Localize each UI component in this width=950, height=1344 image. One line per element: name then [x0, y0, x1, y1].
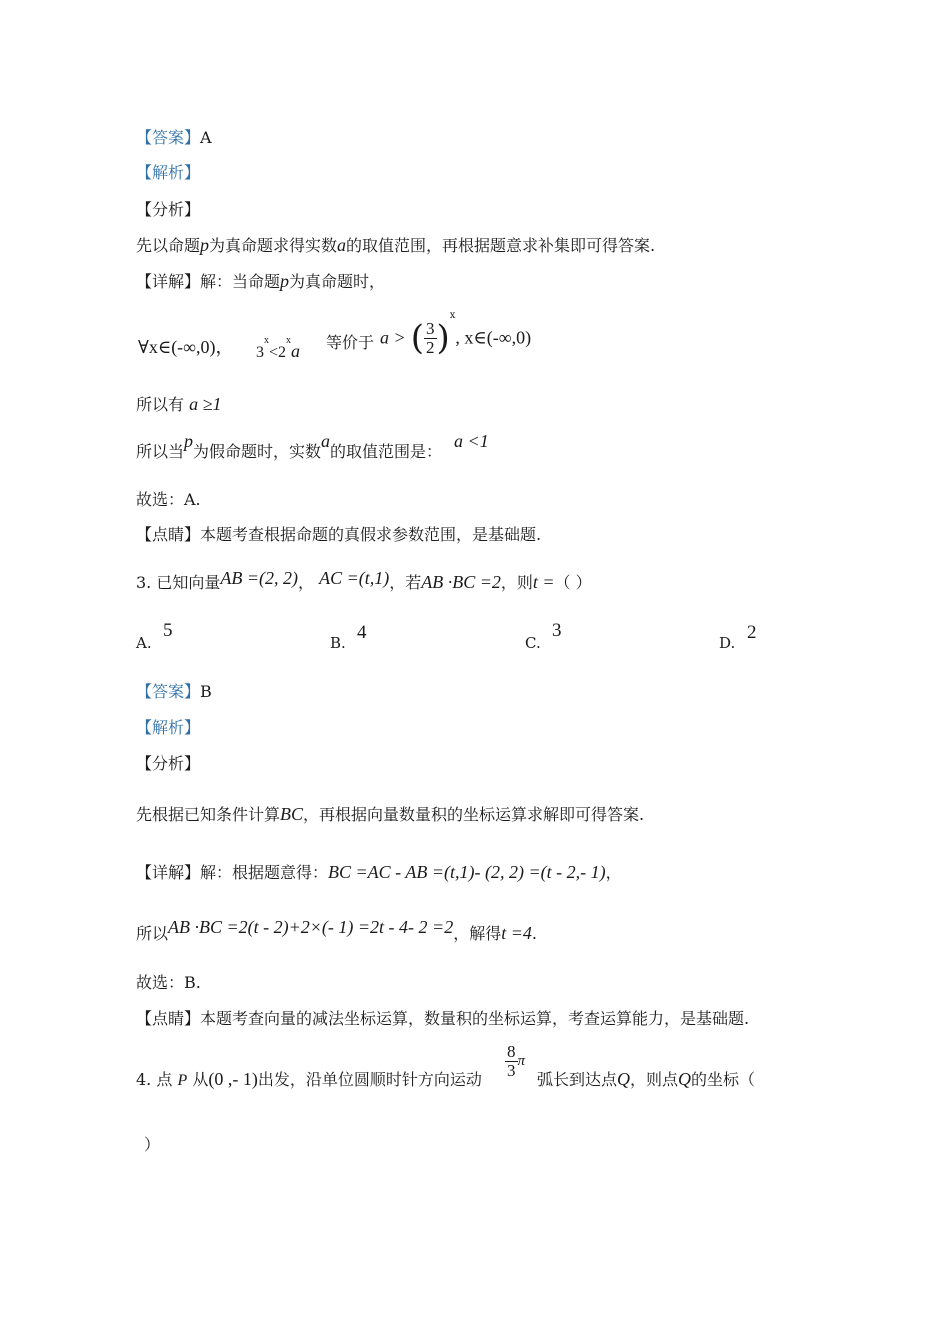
detail-tag: 【详解】	[136, 272, 201, 291]
answer-value: A	[200, 128, 212, 147]
option-b-value[interactable]: 4	[357, 622, 367, 643]
option-c-label[interactable]: C.	[525, 634, 541, 652]
fenxi-tag: 【分析】	[136, 200, 201, 219]
option-d-value[interactable]: 2	[747, 622, 757, 643]
q4-stem-rest: 弧长到达点Q，则点Q的坐标（	[537, 1069, 756, 1089]
remark-line-q2: 【点睛】本题考查根据命题的真假求参数范围，是基础题.	[136, 525, 542, 544]
so-line-2: 所以当p为假命题时，实数a的取值范围是：a <1	[136, 431, 489, 461]
fenxi-text: 先以命题p为真命题求得实数a的取值范围，再根据题意求补集即可得答案.	[136, 235, 656, 255]
equiv-text: 等价于	[326, 333, 375, 352]
option-d-label[interactable]: D.	[719, 634, 736, 652]
forall-expression: ∀x∈(-∞,0)，	[138, 337, 234, 357]
option-a-value[interactable]: 5	[163, 620, 173, 641]
q4-close-paren: ）	[144, 1135, 161, 1154]
fraction-expression: a > ( $\frac{3}{2}$ )$^x$, x∈(-∞,0)	[380, 310, 532, 358]
so-line-1: 所以有 a ≥1	[136, 394, 222, 414]
q3-detail-line: 【详解】解：根据题意得：BC =AC - AB =(t,1)- (2, 2) =(t - 2,- 1)，	[136, 862, 622, 882]
analysis-tag: 【解析】	[136, 163, 201, 182]
inequality: $3^x<2^xa$	[256, 334, 301, 361]
q3-choose-line: 故选：B.	[136, 973, 201, 992]
option-b-label[interactable]: B.	[330, 634, 346, 652]
q3-so-line: 所以AB ·BC =2(t - 2)+2×(- 1) =2t - 4- 2 =2，解得t =4.	[136, 917, 537, 943]
q3-remark-line: 【点睛】本题考查向量的减法坐标运算，数量积的坐标运算，考查运算能力，是基础题.	[136, 1009, 750, 1028]
option-a-label[interactable]: A.	[136, 634, 152, 652]
fraction-3-2: $\frac{3}{2}$	[426, 318, 435, 357]
q3-stem: 3. 已知向量AB =(2, 2)， AC =(t,1)，若AB ·BC =2，则t =（ ）	[136, 568, 592, 592]
option-c-value[interactable]: 3	[552, 620, 562, 641]
q4-stem: 4. 点 P 从(0 ,- 1)出发，沿单位圆顺时针方向运动	[136, 1069, 482, 1089]
q4-fraction: $\frac{8}{3}$ π	[507, 1042, 526, 1080]
q3-answer-line: 【答案】B	[136, 682, 212, 701]
answer-line	[136, 127, 212, 149]
q3-fenxi-text: 先根据已知条件计算BC，再根据向量数量积的坐标运算求解即可得答案.	[136, 804, 645, 824]
q3-analysis-tag: 【解析】	[136, 718, 201, 737]
choose-line-q2: 故选：A.	[136, 490, 201, 509]
answer-tag: 【答案】	[136, 128, 201, 147]
q3-fenxi-tag: 【分析】	[136, 754, 201, 773]
detail-line: 【详解】解：当命题p为真命题时，	[136, 271, 386, 291]
